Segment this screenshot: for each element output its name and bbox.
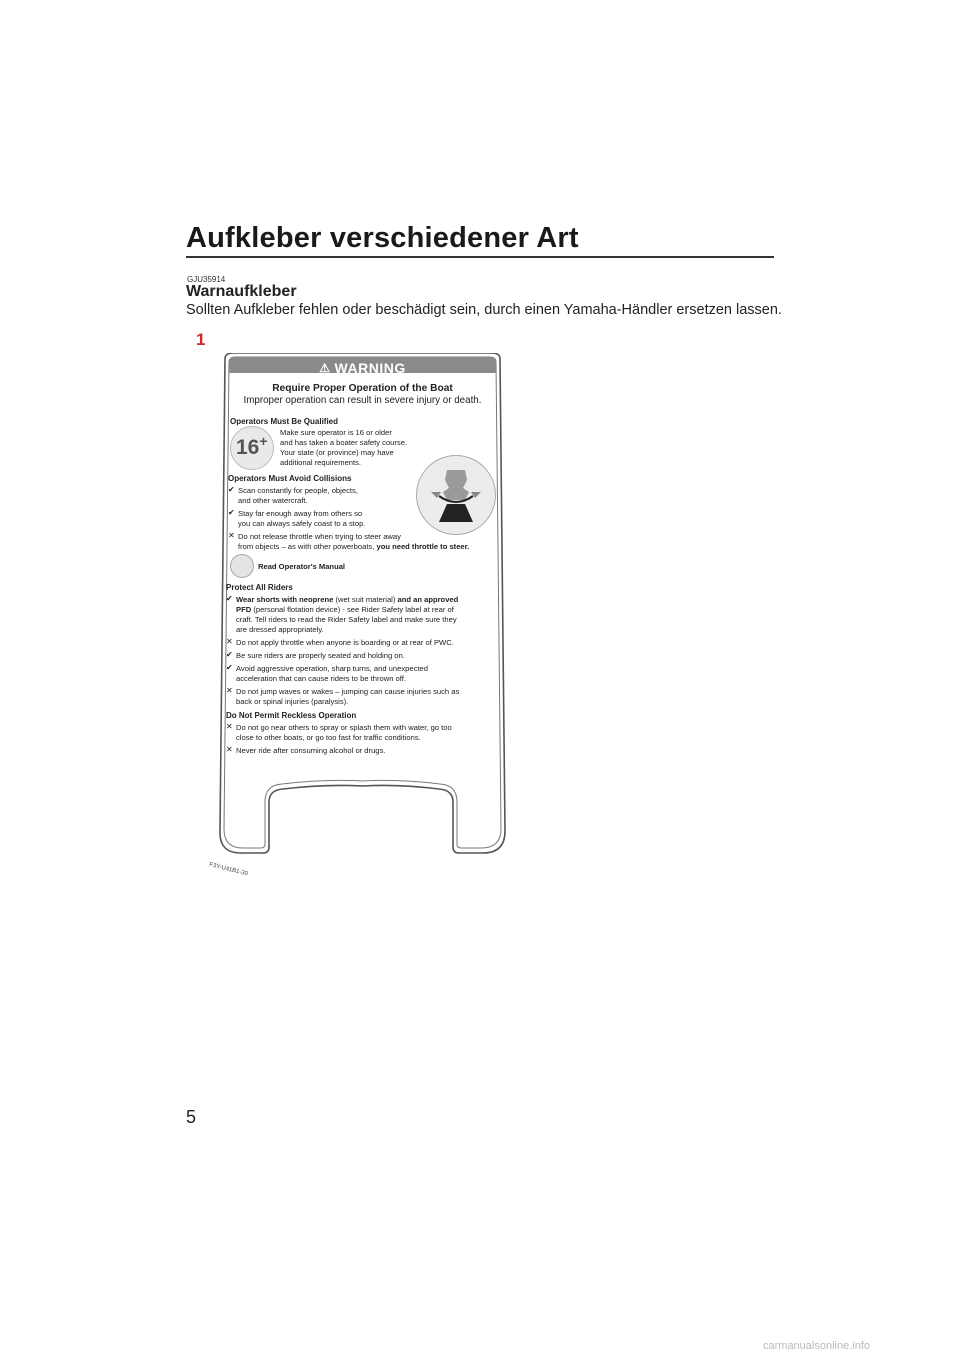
qualified-line: and has taken a boater safety course. (280, 438, 408, 447)
qualified-line: additional requirements. (280, 458, 362, 467)
reckless-title: Do Not Permit Reckless Operation (226, 711, 357, 720)
qualified-title: Operators Must Be Qualified (230, 417, 339, 426)
riders-title: Protect All Riders (226, 583, 293, 592)
reckless-line: close to other boats, or go too fast for traffic conditions. (236, 733, 421, 742)
check-icon: ✔ (228, 485, 235, 494)
check-icon: ✔ (226, 650, 233, 659)
warning-triangle-icon: ⚠ (319, 361, 331, 375)
check-icon: ✔ (228, 508, 235, 517)
section-code: GJU35914 (187, 275, 226, 284)
collision-line: Scan constantly for people, objects, (238, 486, 358, 495)
manual-text: Read Operator's Manual (258, 562, 346, 571)
wear-line: craft. Tell riders to read the Rider Safety label and make sure they (236, 615, 457, 624)
label-heading: Require Proper Operation of the Boat (272, 383, 453, 394)
label-subheading: Improper operation can result in severe injury or death. (243, 395, 482, 406)
wear-line: are dressed appropriately. (236, 625, 324, 634)
rider-line: Avoid aggressive operation, sharp turns, and unexpected (236, 664, 428, 673)
collision-pictogram (416, 455, 496, 535)
throttle-line: Do not release throttle when trying to steer away (238, 532, 401, 541)
rider-line: Be sure riders are properly seated and holding on. (236, 651, 405, 660)
throttle-line: from objects – as with other powerboats, you need throttle to steer. (238, 542, 470, 551)
reckless-line: Never ride after consuming alcohol or drugs. (236, 746, 386, 755)
collision-line: you can always safely coast to a stop. (238, 519, 366, 528)
page-number: 5 (186, 1107, 197, 1127)
check-icon: ✔ (226, 663, 233, 672)
rider-line: back or spinal injuries (paralysis). (236, 697, 349, 706)
rider-line: Do not apply throttle when anyone is boarding or at rear of PWC. (236, 638, 454, 647)
part-code: F3Y-U41B1-30 (208, 862, 249, 878)
cross-icon: ✕ (226, 686, 233, 695)
wear-line: Wear shorts with neoprene (wet suit material) and an approved (236, 595, 459, 604)
warning-banner: ⚠ WARNING (319, 360, 406, 376)
cross-icon: ✕ (226, 745, 233, 754)
wear-line: PFD (personal flotation device) - see Rider Safety label at rear of (236, 605, 454, 614)
cross-icon: ✕ (226, 722, 233, 731)
rider-line: Do not jump waves or wakes – jumping can cause injuries such as (236, 687, 460, 696)
reckless-line: Do not go near others to spray or splash them with water, go too (236, 723, 452, 732)
qualified-line: Your state (or province) may have (280, 448, 394, 457)
intro-text: Sollten Aufkleber fehlen oder beschädigt sein, durch einen Yamaha-Händler ersetzen lassen. (186, 302, 782, 318)
cross-icon: ✕ (228, 531, 235, 540)
page-title: Aufkleber verschiedener Art (186, 222, 579, 254)
warning-label (211, 353, 514, 861)
jet-ski-icon (417, 456, 495, 534)
section-title: Warnaufkleber (186, 283, 297, 300)
collisions-title: Operators Must Avoid Collisions (228, 474, 352, 483)
cross-icon: ✕ (226, 637, 233, 646)
watermark: carmanualsonline.info (763, 1340, 871, 1352)
check-icon: ✔ (226, 594, 233, 603)
manual-icon (230, 554, 254, 578)
qualified-line: Make sure operator is 16 or older (280, 428, 392, 437)
callout-number: 1 (196, 330, 206, 349)
rider-line: acceleration that can cause riders to be thrown off. (236, 674, 406, 683)
title-rule (186, 256, 774, 258)
collision-line: Stay far enough away from others so (238, 509, 363, 518)
age-number: 16+ (236, 433, 268, 459)
collision-line: and other watercraft. (238, 496, 308, 505)
